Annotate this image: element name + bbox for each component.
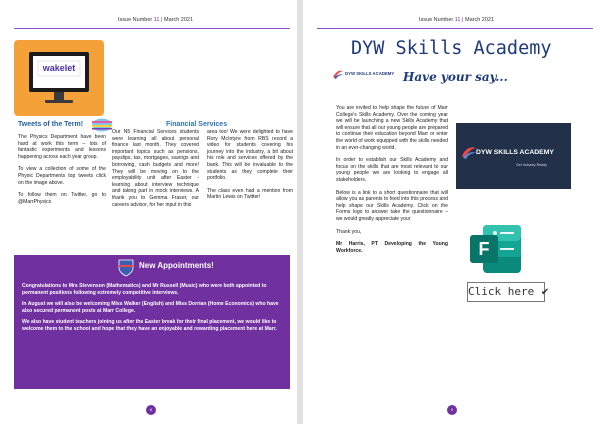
page-number: 9 bbox=[447, 405, 457, 415]
issue-number: 11 bbox=[153, 17, 160, 23]
forms-letter: F bbox=[478, 239, 490, 259]
dyw-body-text bbox=[336, 105, 448, 260]
financial-paragraph: The class even had a mention from Martin Lewis on Twitter! bbox=[207, 187, 293, 201]
dyw-paragraph: In order to establish our Skills Academy and focus on the skills that are most relevant to our young people we are looking to engage all stakeholders. bbox=[336, 157, 448, 183]
appointments-paragraph: In August we will also be welcoming Miss Walker (English) and Miss Dorrian (Home Economics) who have also secured permanent posts at Marr College. bbox=[22, 301, 279, 314]
checkmark-icon: ✔ bbox=[540, 287, 550, 298]
page-title: DYW Skills Academy bbox=[351, 38, 552, 59]
page-subtitle: Have your say... bbox=[403, 70, 508, 84]
dyw-logo-card bbox=[456, 123, 571, 189]
click-here-button[interactable] bbox=[467, 282, 550, 302]
issue-label: Issue Number bbox=[118, 17, 153, 23]
forms-logo-link[interactable] bbox=[467, 219, 527, 279]
tweets-paragraph: To follow them on Twitter, go to @MarrPhysics bbox=[18, 192, 106, 205]
appointments-heading: New Appointments! bbox=[139, 261, 214, 270]
appointments-paragraph: We also have student teachers joining us after the Easter break for their final placement, we would like to welcome them to the school and hope that they have an enjoyable and rewarding placement here at Marr. bbox=[22, 319, 277, 332]
issue-number: 11 bbox=[454, 17, 461, 23]
computer-monitor-icon bbox=[14, 40, 104, 116]
appointments-text bbox=[22, 283, 282, 338]
easter-egg-icon bbox=[91, 118, 113, 132]
left-page bbox=[0, 0, 297, 424]
dyw-card-logo-text: DYW SKILLS ACADEMY bbox=[476, 149, 554, 156]
wakelet-image-link[interactable] bbox=[14, 40, 104, 116]
tweets-paragraph: The Physics Department have been hard at work this term – lots of fantastic experiments and lessons happening across each year group. bbox=[18, 134, 106, 160]
dyw-card-tagline: Get Industry Ready bbox=[516, 163, 547, 167]
wakelet-logo: wakelet bbox=[42, 63, 76, 73]
dyw-small-logo-text: DYW SKILLS ACADEMY bbox=[345, 71, 395, 76]
issue-date: March 2021 bbox=[164, 17, 194, 23]
financial-paragraph: area too! We were delighted to have Rory McIntyre from RBS record a video for students covering his journey into the industry, a bit about his role and services offered by the bank. This will be invaluable to the students as they complete their portfolio. bbox=[207, 129, 293, 182]
header-rule bbox=[317, 28, 593, 29]
issue-header bbox=[419, 17, 494, 23]
page-number: 8 bbox=[146, 405, 156, 415]
financial-column-1: Our N5 Financial Services students were learning all about personal finance last month. They covered important topics such as pensions, payslips, tax, mortgages, savings and borrowing, cash budgets and more! They will be moving on to the employability unit after Easter - learning about interview technique and taking part in mock interviews. A thank you to Gemma Fraser, our careers advisor, for her input in this bbox=[112, 129, 199, 208]
financial-heading: Financial Services bbox=[166, 121, 228, 128]
click-here-label: Click here bbox=[468, 285, 535, 298]
dyw-swoosh-icon bbox=[333, 69, 343, 79]
header-separator: | bbox=[161, 17, 163, 23]
issue-header bbox=[118, 17, 193, 23]
dyw-paragraph: You are invited to help shape the future of Marr College's Skills Academy. Over the coming year we will be launching a new Skills Academy that will ensure that all our young people are prepared to continue their education beyond Marr or enter the world of work equipped with the skills needed in an ever-changing world. bbox=[336, 105, 448, 151]
appointments-box bbox=[14, 255, 290, 389]
financial-column-2 bbox=[207, 129, 293, 207]
header-rule bbox=[14, 28, 290, 29]
header-separator: | bbox=[462, 17, 464, 23]
tweets-heading: Tweets of the Term! bbox=[18, 121, 84, 128]
right-page bbox=[303, 0, 600, 424]
dyw-paragraph: Thank you, bbox=[336, 228, 362, 235]
appointments-paragraph: Congratulations to Mrs Stevenson (Mathematics) and Mr Russell (Music) who were both appointed to permanent positions following extremely competitive interviews. bbox=[22, 283, 267, 296]
dyw-swoosh-icon bbox=[462, 145, 476, 159]
tweets-text bbox=[18, 134, 106, 211]
school-badge-icon bbox=[116, 258, 136, 278]
issue-label: Issue Number bbox=[419, 17, 454, 23]
issue-date: March 2021 bbox=[465, 17, 495, 23]
dyw-paragraph: Below is a link to a short questionnaire that will allow you as parents to feed into this process and help shape our Skills Academy. Click on the Forms logo to answer take the questionnaire – we would greatly appreciate your bbox=[336, 189, 448, 222]
dyw-signature: Mr Harris, PT Developing the Young Workforce. bbox=[336, 241, 448, 254]
dyw-small-logo bbox=[333, 69, 395, 81]
tweets-paragraph: To view a collection of some of the Physic Departments top tweets click on the image above. bbox=[18, 166, 106, 186]
